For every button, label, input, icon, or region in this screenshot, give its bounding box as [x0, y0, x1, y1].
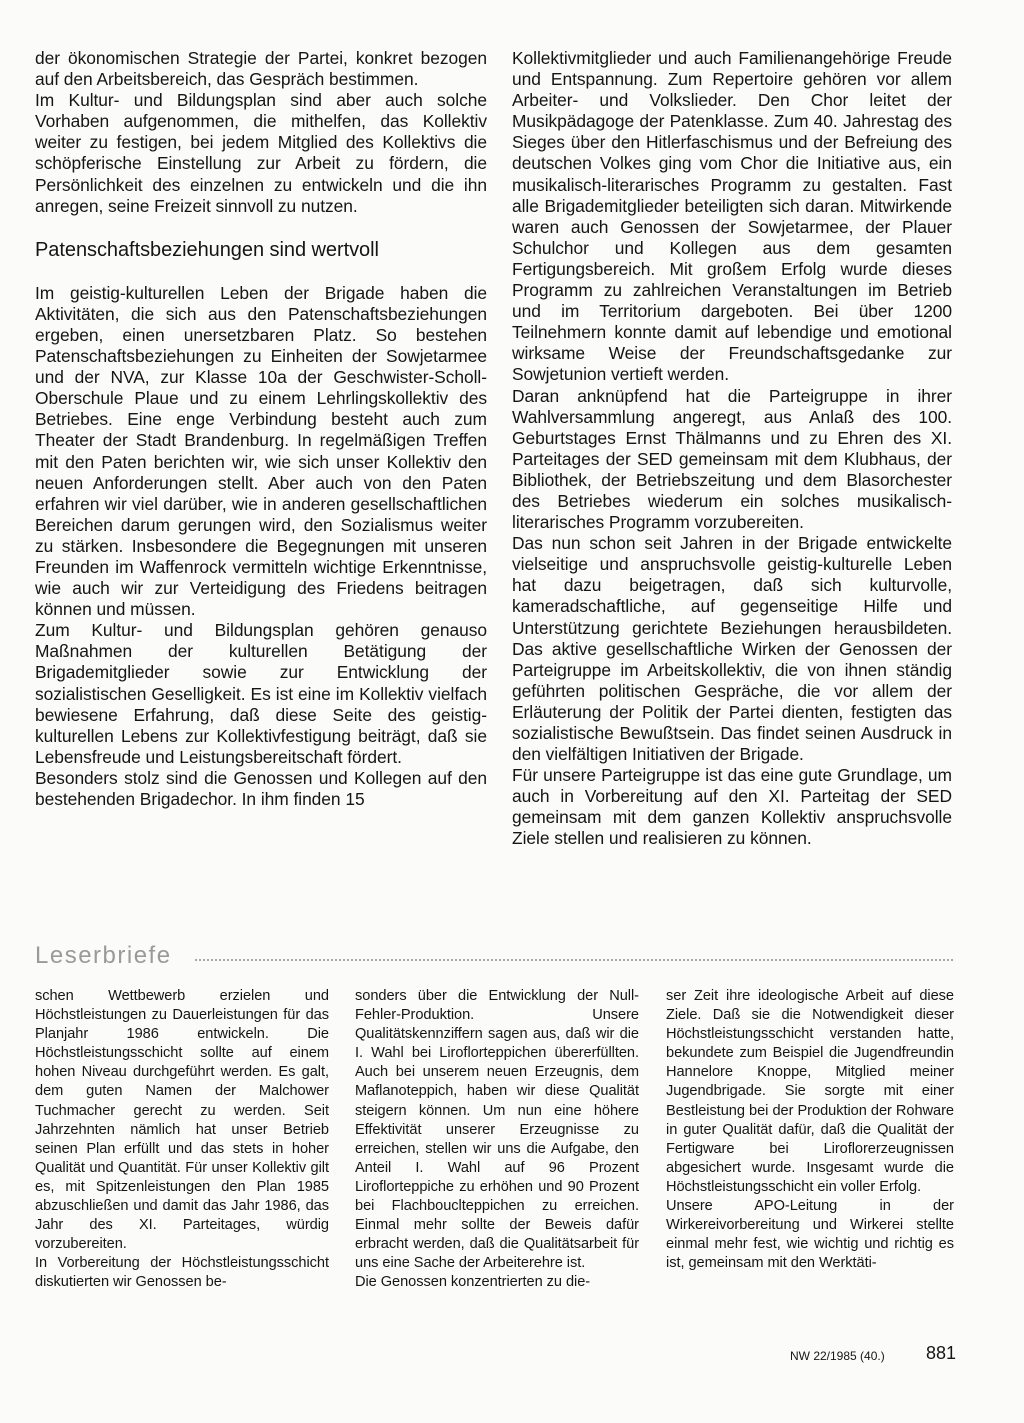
article-paragraph: Im Kultur- und Bildungsplan sind aber auch solche Vorhaben aufgenommen, die mithelfen, das Kollektiv weiter zu festigen, bei jedem Mitglied des Kollektivs die schöpferische Einstellung zur Arbeit zu fördern, die Persönlichkeit des einzelnen zu entwickeln und die ihn anregen, seine Freizeit sinnvoll zu nutzen. — [35, 90, 487, 216]
article-paragraph: Das nun schon seit Jahren in der Brigade entwickelte vielseitige und anspruchsvolle geistig-kulturelle Leben hat dazu beigetragen, daß sich kulturvolle, kameradschaftliche, auf gegenseitige Hilfe und Unterstützung gerichtete Beziehungen herausbildeten. Das aktive gesellschaftliche Wirken der Genossen der Parteigruppe im Arbeitskollektiv, die von ihnen ständig geführten politischen Gespräche, die vor allem der Erläuterung der Politik der Partei dienten, festigten das sozialistische Bewußtsein. Das findet seinen Ausdruck in den vielfältigen Initiativen der Brigade. — [512, 533, 952, 765]
letters-column-2 — [355, 987, 639, 1293]
article-paragraph: Im geistig-kulturellen Leben der Brigade haben die Aktivitäten, die sich aus den Patenschaftsbeziehungen ergeben, einen unersetzbaren Platz. So bestehen Patenschaftsbeziehungen zu Einheiten der Sowjetarmee und der NVA, zur Klasse 10a der Geschwister-Scholl-Oberschule Plaue und zu einem Lehrlingskollektiv des Betriebes. Eine enge Verbindung besteht auch zum Theater der Stadt Brandenburg. In regelmäßigen Treffen mit den Paten berichten wir, wie sich unser Kollektiv den neuen Anforderungen stellt. Aber auch von den Paten erfahren wir viel darüber, wie in anderen gesellschaftlichen Bereichen darum gerungen wird, den Sozialismus weiter zu stärken. Insbesondere die Begegnungen mit unseren Freunden im Waffenrock vermitteln wichtige Erkenntnisse, wie auch wir zur Verteidigung des Friedens beitragen können und müssen. — [35, 282, 487, 620]
letters-section-title: Leserbriefe — [35, 942, 172, 969]
page-number: 881 — [926, 1343, 957, 1363]
article-paragraph: der ökonomischen Strategie der Partei, konkret bezogen auf den Arbeitsbereich, das Gespräch bestimmen. — [35, 48, 487, 90]
page-footer — [790, 1343, 970, 1367]
letters-column-1 — [35, 987, 329, 1293]
letters-column-3 — [666, 987, 954, 1273]
article-paragraph: Für unsere Parteigruppe ist das eine gute Grundlage, um auch in Vorbereitung auf den XI. Parteitag der SED gemeinsam mit dem ganzen Kollektiv anspruchsvolle Ziele stellen und realisieren zu können. — [512, 765, 952, 849]
section-divider — [195, 959, 953, 963]
issue-label: NW 22/1985 (40.) — [790, 1349, 885, 1363]
article-paragraph: Kollektivmitglieder und auch Familienangehörige Freude und Entspannung. Zum Repertoire gehören vor allem Arbeiter- und Volkslieder. Den Chor leitet der Musikpädagoge der Patenklasse. Zum 40. Jahrestag des Sieges über den Hitlerfaschismus und der Befreiung des deutschen Volkes ging vom Chor die Initiative aus, ein musikalisch-literarisches Programm zu gestalten. Fast alle Brigademitglieder beteiligten sich daran. Mitwirkende waren auch Genossen der Sowjetarmee, der Plauer Schulchor und Kollegen aus dem gesamten Fertigungsbereich. Mit großem Erfolg wurde dieses Programm zu zahlreichen Veranstaltungen im Betrieb und im Territorium dargeboten. Bei über 1200 Teilnehmern konnte damit auf lebendige und emotional wirksame Weise der Freundschaftsgedanke zur Sowjetunion vertieft werden. — [512, 48, 952, 385]
letter-paragraph: ser Zeit ihre ideologische Arbeit auf diese Ziele. Daß sie die Notwendigkeit dieser Höchstleistungsschicht verstanden hatte, bekundete zum Beispiel die Jugendfreundin Hannelore Knoppe, Mitglied meiner Jugendbrigade. Sie sorgte mit einer Bestleistung bei der Produktion der Rohware in guter Qualität dafür, daß die Qualität der Fertigware bei Liroflorerzeugnissen abgesichert wurde. Insgesamt wurde die Höchstleistungsschicht ein voller Erfolg. — [666, 988, 954, 1195]
letter-paragraph: schen Wettbewerb erzielen und Höchstleistungen zu Dauerleistungen für das Planjahr 1986 entwickeln. Die Höchstleistungsschicht sollte auf einem hohen Niveau durchgeführt werden. Es galt, dem guten Namen der Malchower Tuchmacher gerecht zu werden. Seit Jahrzehnten nämlich hat unser Betrieb seinen Plan erfüllt und das stets in hoher Qualität und Quantität. Für unser Kollektiv gilt es, mit Spitzenleistungen den Plan 1985 abzuschließen und damit das Jahr 1986, das Jahr des XI. Parteitages, würdig vorzubereiten. — [35, 988, 329, 1253]
letter-paragraph: Unsere APO-Leitung in der Wirkereivorbereitung und Wirkerei stellte einmal mehr fest, wie wichtig und richtig es ist, gemeinsam mit den Werktäti- — [666, 1198, 954, 1272]
article-paragraph: Daran anknüpfend hat die Parteigruppe in ihrer Wahlversammlung angeregt, aus Anlaß des 100. Geburtstages Ernst Thälmanns und zu Ehren des XI. Parteitages der SED gemeinsam mit dem Klubhaus, der Bibliothek, der Betriebszeitung und dem Blasorchester des Betriebes wiederum ein solches musikalisch-literarisches Programm vorzubereiten. — [512, 385, 952, 533]
article-paragraph: Zum Kultur- und Bildungsplan gehören genauso Maßnahmen der kulturellen Betätigung der Brigademitglieder sowie zur Entwicklung der sozialistischen Geselligkeit. Es ist eine im Kollektiv vielfach bewiesene Erfahrung, daß diese Seite des geistig-kulturellen Lebens zur Kollektivfestigung beiträgt, daß sie Lebensfreude und Leistungsbereitschaft fördert. — [35, 620, 487, 767]
article-paragraph: Besonders stolz sind die Genossen und Kollegen auf den bestehenden Brigadechor. In ihm finden 15 — [35, 767, 487, 809]
letter-paragraph: Die Genossen konzentrierten zu die- — [355, 1274, 591, 1291]
letters-section-header — [35, 936, 953, 976]
article-column-right — [512, 48, 952, 850]
letter-paragraph: In Vorbereitung der Höchstleistungsschicht diskutierten wir Genossen be- — [35, 1255, 329, 1291]
letter-paragraph: sonders über die Entwicklung der Null-Fehler-Produktion. Unsere Qualitätskennziffern sagen aus, daß wir die I. Wahl bei Liroflorteppichen übererfüllten. Auch bei unserem neuen Erzeugnis, dem Maflanoteppich, haben wir diese Qualität steigern können. Um nun eine höhere Effektivität unserer Erzeugnisse zu erreichen, stellen wir uns die Aufgabe, den Anteil I. Wahl auf 96 Prozent Liroflorteppiche zu erhöhen und 90 Prozent bei Flachbouclteppichen zu erreichen. Einmal mehr sollte der Beweis dafür erbracht werden, daß die Qualitätsarbeit für uns eine Sache der Arbeiterehre ist. — [355, 988, 639, 1272]
section-heading: Patenschaftsbeziehungen sind wertvoll — [35, 238, 379, 261]
article-column-left — [35, 48, 487, 810]
